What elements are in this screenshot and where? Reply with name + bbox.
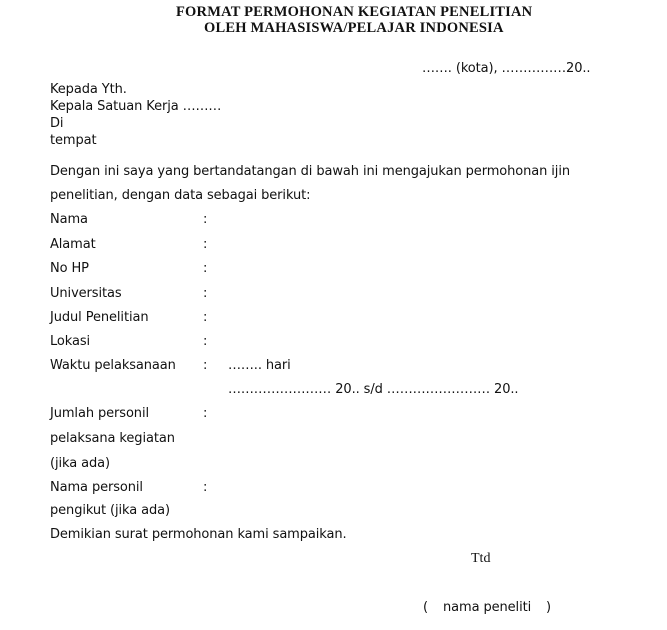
place-date: ……. (kota), ……………20..: [422, 61, 591, 76]
field-colon-no-hp: :: [203, 261, 208, 276]
field-label-waktu-pelaksanaan: Waktu pelaksanaan: [50, 358, 176, 373]
personnel-count-label-3: (jika ada): [50, 456, 110, 471]
field-label-judul-penelitian: Judul Penelitian: [50, 310, 149, 325]
field-colon-lokasi: :: [203, 334, 208, 349]
field-colon-nama: :: [203, 212, 208, 227]
recipient-di: Di: [50, 116, 64, 131]
field-label-alamat: Alamat: [50, 237, 96, 252]
personnel-names-label-2: pengikut (jika ada): [50, 503, 171, 518]
field-label-lokasi: Lokasi: [50, 334, 91, 349]
field-colon-waktu-pelaksanaan: :: [203, 358, 208, 373]
signature-ttd: Ttd: [471, 551, 491, 566]
field-colon-judul-penelitian: :: [203, 310, 208, 325]
field-label-no-hp: No HP: [50, 261, 89, 276]
recipient-place: tempat: [50, 133, 97, 148]
personnel-count-label-1: Jumlah personil: [50, 406, 149, 421]
signature-open-paren: (: [423, 600, 428, 615]
recipient-office: Kepala Satuan Kerja ………: [50, 99, 222, 114]
field-colon-alamat: :: [203, 237, 208, 252]
personnel-count-label-2: pelaksana kegiatan: [50, 431, 175, 446]
recipient-salutation: Kepada Yth.: [50, 82, 127, 97]
document-title-line-2: OLEH MAHASISWA/PELAJAR INDONESIA: [204, 20, 504, 36]
field-colon-universitas: :: [203, 286, 208, 301]
document-title-line-1: FORMAT PERMOHONAN KEGIATAN PENELITIAN: [176, 4, 533, 20]
closing-statement: Demikian surat permohonan kami sampaikan.: [50, 527, 347, 542]
field-label-universitas: Universitas: [50, 286, 122, 301]
intro-line-1: Dengan ini saya yang bertandatangan di bawah ini mengajukan permohonan ijin: [50, 164, 570, 179]
personnel-names-colon: :: [203, 480, 208, 495]
field-label-nama: Nama: [50, 212, 88, 227]
date-range: …………………… 20.. s/d …………………… 20..: [228, 382, 519, 397]
signature-name: nama peneliti: [443, 600, 532, 615]
personnel-count-colon: :: [203, 406, 208, 421]
intro-line-2: penelitian, dengan data sebagai berikut:: [50, 188, 311, 203]
signature-close-paren: ): [546, 600, 551, 615]
field-value-waktu-hari: …….. hari: [228, 358, 291, 373]
personnel-names-label-1: Nama personil: [50, 480, 143, 495]
